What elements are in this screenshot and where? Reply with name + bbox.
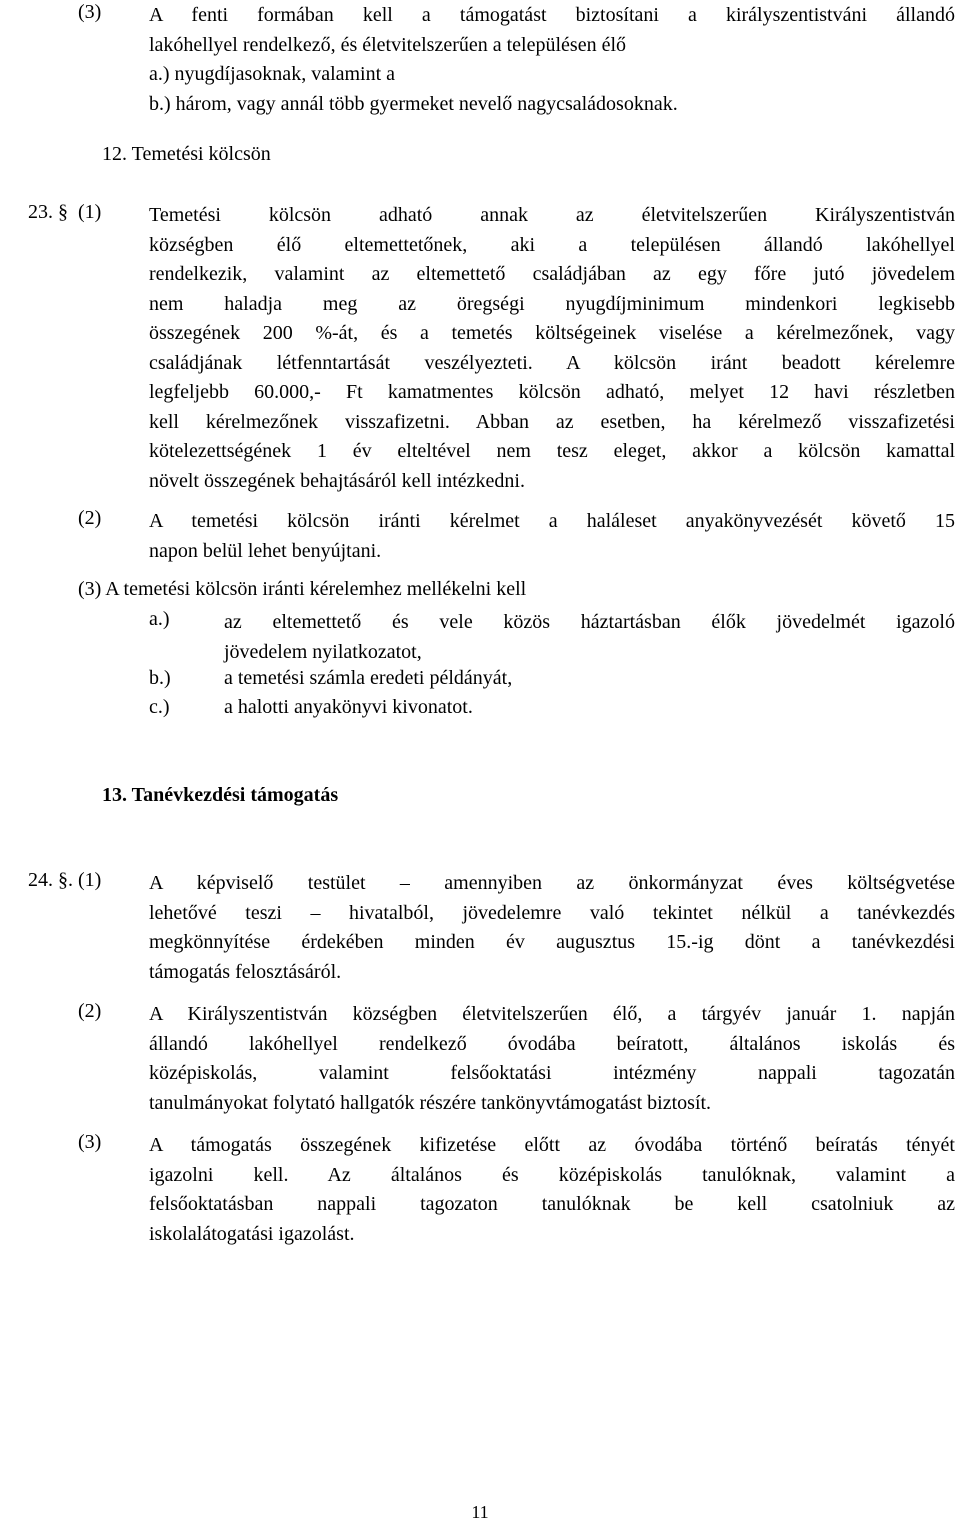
text-line: nem haladja meg az öregségi nyugdíjminimum mindenkori legkisebb [149, 292, 955, 315]
paragraph-number: (2) [78, 1000, 102, 1022]
text-line: iskolalátogatási igazolást. [149, 1222, 355, 1245]
text-line: b.) három, vagy annál több gyermeket nevelő nagycsaládosoknak. [149, 92, 678, 115]
paragraph-number: (1) [78, 201, 102, 223]
heading-12: 12. Temetési kölcsön [102, 143, 271, 165]
paragraph-body [149, 1000, 955, 1118]
section-number [28, 201, 68, 224]
section-number-value: 24. [28, 869, 53, 891]
paragraph-body [149, 201, 955, 496]
item-text [224, 608, 955, 667]
text-line: felsőoktatásban nappali tagozaton tanulóknak be kell csatolniuk az [149, 1193, 955, 1215]
text-line: növelt összegének behajtásáról kell intézkedni. [149, 469, 525, 492]
text-line: jövedelem nyilatkozatot, [224, 640, 422, 663]
text-line: összegének 200 %-át, és a temetés költségeinek viselése a kérelmezőnek, vagy [149, 322, 955, 344]
item-letter: b.) [149, 667, 171, 689]
text-line: A képviselő testület – amennyiben az önkormányzat éves költségvetése [149, 872, 955, 894]
text-line: tanulmányokat folytató hallgatók részére tankönyvtámogatást biztosít. [149, 1091, 712, 1114]
text-line: családjának létfenntartását veszélyezteti. A kölcsön iránt beadott kérelemre [149, 351, 955, 374]
section-sign: § [58, 201, 68, 223]
text-line: A fenti formában kell a támogatást biztosítani a királyszentistváni állandó [149, 4, 955, 26]
text-line: kötelezettségének 1 év elteltével nem tesz eleget, akkor a kölcsön kamattal [149, 440, 955, 462]
item-letter: c.) [149, 696, 170, 718]
heading-13: 13. Tanévkezdési támogatás [102, 784, 339, 806]
text-line: A támogatás összegének kifizetése előtt az óvodába történő beíratás tényét [149, 1134, 955, 1156]
paragraph-number: (3) [78, 1131, 102, 1153]
section-sign: §. [58, 869, 73, 891]
item-text: a halotti anyakönyvi kivonatot. [224, 696, 473, 718]
text-line: középiskolás, valamint felsőoktatási intézmény nappali tagozatán [149, 1062, 955, 1084]
text-line: lehetővé teszi – hivatalból, jövedelemre való tekintet nélkül a tanévkezdés [149, 901, 955, 924]
text-line: rendelkezik, valamint az eltemettető családjában az egy főre jutó jövedelem [149, 263, 955, 285]
section-number [28, 869, 73, 892]
text-line: A Királyszentistván községben életvitelszerűen élő, a tárgyév január 1. napján [149, 1003, 955, 1025]
text-line: lakóhellyel rendelkező, és életvitelszerűen a településen élő [149, 33, 627, 56]
paragraph-number: (3) [78, 1, 102, 23]
paragraph-body [149, 1131, 955, 1249]
text-line: községben élő eltemettetőnek, aki a településen állandó lakóhellyel [149, 233, 955, 256]
section-number-value: 23. [28, 201, 53, 223]
paragraph-number: (2) [78, 507, 102, 529]
text-line: kell kérelmezőnek visszafizetni. Abban az esetben, ha kérelmező visszafizetési [149, 410, 955, 433]
paragraph-number: (1) [78, 869, 102, 891]
page-number: 11 [471, 1502, 489, 1522]
item-letter: a.) [149, 608, 170, 630]
text-line: legfeljebb 60.000,- Ft kamatmentes kölcsön adható, melyet 12 havi részletben [149, 381, 955, 403]
text-line: A temetési kölcsön iránti kérelmet a haláleset anyakönyvezését követő 15 [149, 510, 955, 532]
text-line: állandó lakóhellyel rendelkező óvodába beíratott, általános iskolás és [149, 1032, 955, 1055]
text-line: napon belül lehet benyújtani. [149, 539, 382, 562]
text-line: a.) nyugdíjasoknak, valamint a [149, 63, 396, 85]
paragraph-body [149, 1, 955, 119]
text-line: támogatás felosztásáról. [149, 960, 342, 983]
text-line: Temetési kölcsön adható annak az életvitelszerűen Királyszentistván [149, 204, 955, 226]
text-line: igazolni kell. Az általános és középiskolás tanulóknak, valamint a [149, 1163, 955, 1186]
text-line: az eltemettető és vele közös háztartásban élők jövedelmét igazoló [224, 611, 955, 633]
paragraph-intro: (3) A temetési kölcsön iránti kérelemhez mellékelni kell [78, 578, 527, 600]
paragraph-body [149, 507, 955, 566]
text-line: megkönnyítése érdekében minden év augusztus 15.-ig dönt a tanévkezdési [149, 931, 955, 953]
item-text: a temetési számla eredeti példányát, [224, 667, 513, 689]
paragraph-body [149, 869, 955, 987]
